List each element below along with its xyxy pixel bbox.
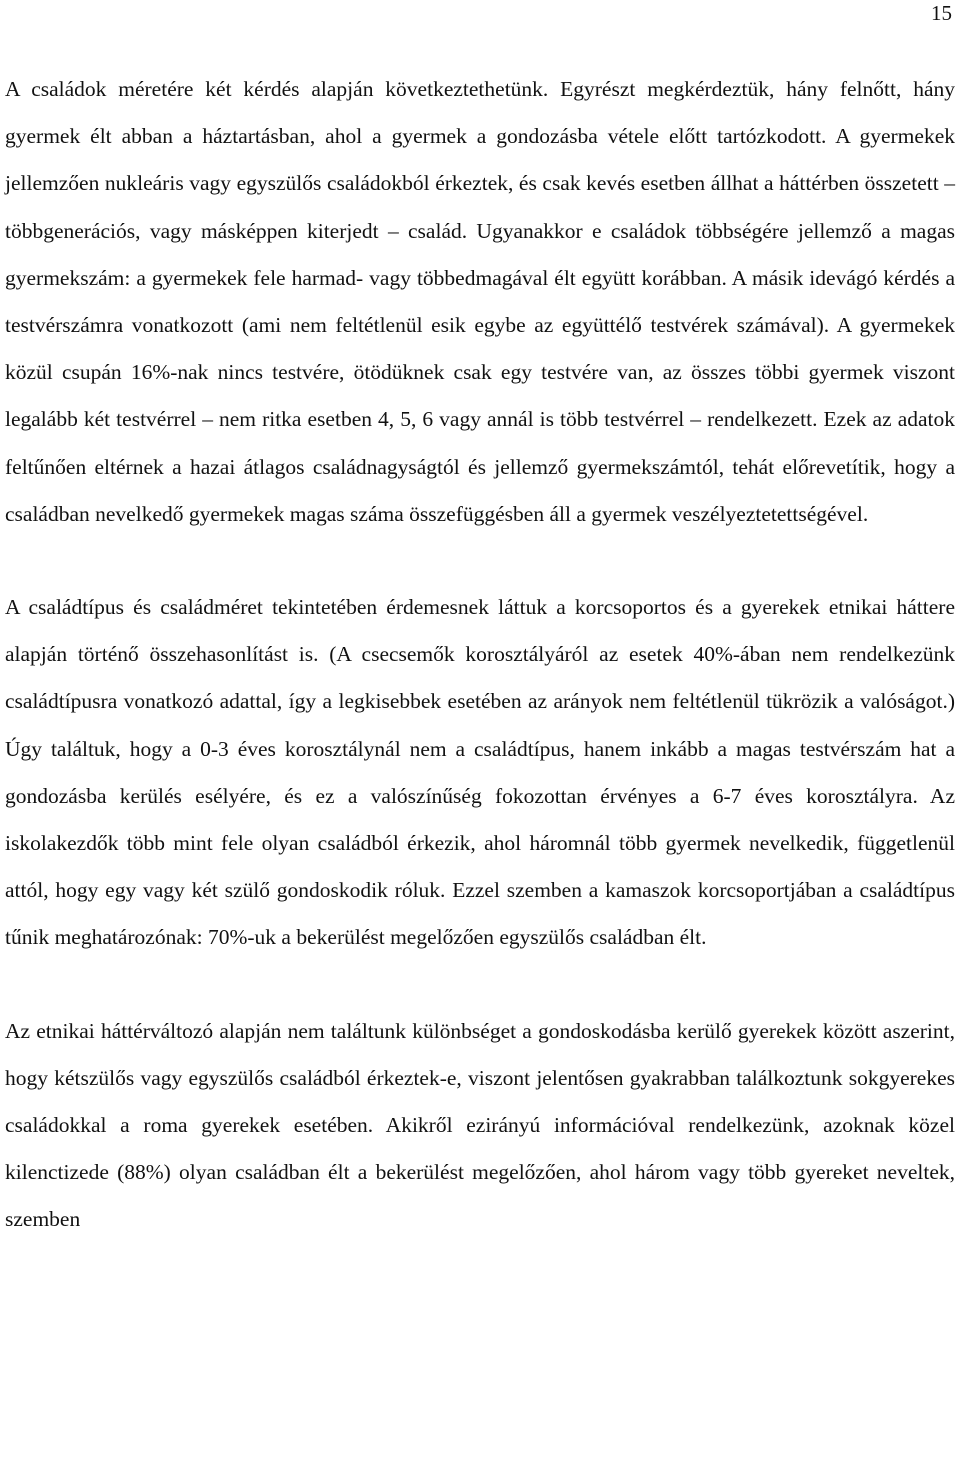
page-number: 15 — [931, 1, 952, 25]
paragraph-family-size: A családok méretére két kérdés alapján következtethetünk. Egyrészt megkérdeztük, hány felnőtt, hány gyermek élt abban a háztartásban, ahol a gyermek a gondozásba vétele előtt tartózkodott. A gyermekek jellemzően nukleáris vagy egyszülős családokból érkeztek, és csak kevés esetben állhat a háttérben összetett – többgenerációs, vagy másképpen kiterjedt – család. Ugyanakkor e családok többségére jellemző a magas gyermekszám: a gyermekek fele harmad- vagy többedmagával élt együtt korábban. A másik idevágó kérdés a testvérszámra vonatkozott (ami nem feltétlenül esik egybe az együttélő testvérek számával). A gyermekek közül csupán 16%-nak nincs testvére, ötödüknek csak egy testvére van, az összes többi gyermek viszont legalább két testvérrel – nem ritka esetben 4, 5, 6 vagy annál is több testvérrel – rendelkezett. Ezek az adatok feltűnően eltérnek a hazai átlagos családnagyságtól és jellemző gyermekszámtól, tehát előrevetítik, hogy a családban nevelkedő gyermekek magas száma összefüggésben áll a gyermek veszélyeztetettségével. — [5, 77, 955, 526]
paragraph-ethnic-background: Az etnikai háttérváltozó alapján nem találtunk különbséget a gondoskodásba kerülő gyerekek között aszerint, hogy kétszülős vagy egyszülős családból érkeztek-e, viszont jelentősen gyakrabban találkoztunk sokgyerekes családokkal a roma gyerekek esetében. Akikről ezirányú információval rendelkezünk, azoknak közel kilenctizede (88%) olyan családban élt a bekerülést megelőzően, ahol három vagy több gyereket neveltek, szemben — [5, 1018, 955, 1232]
document-body — [5, 66, 955, 1244]
paragraph-family-type-age: A családtípus és családméret tekintetében érdemesnek láttuk a korcsoportos és a gyerekek etnikai háttere alapján történő összehasonlítást is. (A csecsemők korosztályáról az esetek 40%-ában nem rendelkezünk családtípusra vonatkozó adattal, így a legkisebbek esetében az arányok nem feltétlenül tükrözik a valóságot.) Úgy találtuk, hogy a 0-3 éves korosztálynál nem a családtípus, hanem inkább a magas testvérszám hat a gondozásba kerülés esélyére, és ez a valószínűség fokozottan érvényes a 6-7 éves korosztályra. Az iskolakezdők több mint fele olyan családból érkezik, ahol háromnál több gyermek nevelkedik, függetlenül attól, hogy egy vagy két szülő gondoskodik róluk. Ezzel szemben a kamaszok korcsoportjában a családtípus tűnik meghatározónak: 70%-uk a bekerülést megelőzően egyszülős családban élt. — [5, 595, 955, 950]
